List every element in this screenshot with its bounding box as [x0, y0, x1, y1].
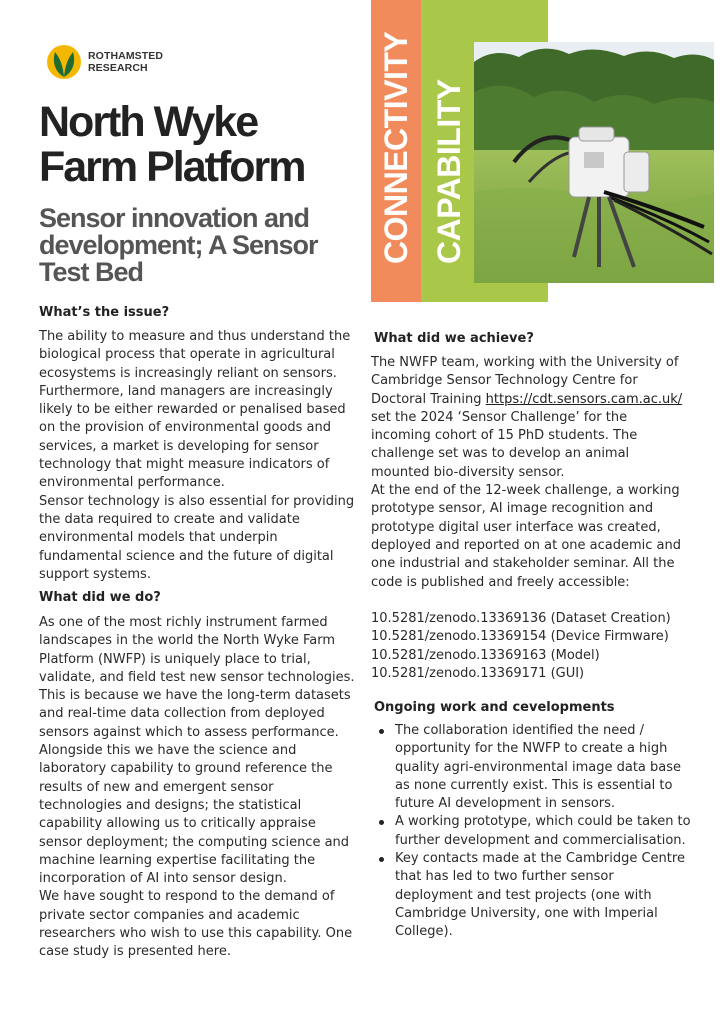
page-subtitle: Sensor innovation and development; A Sensor Test Bed — [39, 203, 318, 287]
achieve-para1-end: set the 2024 ‘Sensor Challenge’ for the incoming cohort of 15 PhD students. The challenge set was to develop an animal mounted bio-diversity sensor. — [371, 409, 638, 480]
title-line-2: Farm Platform — [39, 143, 305, 191]
logo-text — [88, 50, 163, 74]
did-paragraph-1: As one of the most richly instrument farmed landscapes in the world the North Wyke Farm Platform (NWFP) is uniquely place to trial, validate, and field test new sensor technologies. This is because we have the long-term datasets and real-time data collection from deployed sensors against which to assess performance. Alongside this we have the science and laboratory capability to ground reference the results of new and emergent sensor technologies and designs; the statistical capability allowing us to critically appraise sensor deployment; the computing science and machine learning expertise facilitating the incorporation of AI into sensor design. — [39, 615, 355, 887]
ongoing-list — [374, 722, 694, 942]
issue-paragraph-2: Sensor technology is also essential for providing the data required to create and validate environmental models that underpin fundamental science and the future of digital support systems. — [39, 493, 355, 582]
banner-word-capability: CAPABILITY — [431, 79, 467, 264]
title-line-1: North Wyke — [39, 98, 258, 146]
did-heading: What did we do? — [39, 590, 161, 605]
list-item: A working prototype, which could be taken to further development and commercialisation. — [374, 813, 694, 850]
achieve-text — [371, 354, 689, 592]
list-item: Key contacts made at the Cambridge Centre that has led to two further sensor deployment and test projects (one with Cambridge University, one with Imperial College). — [374, 850, 694, 941]
doi-dataset: 10.5281/zenodo.13369136 (Dataset Creation) — [371, 611, 671, 626]
logo-line-2: RESEARCH — [88, 62, 148, 74]
sensor-field-photo — [474, 42, 714, 283]
logo-line-1: ROTHAMSTED — [88, 50, 164, 62]
doi-model: 10.5281/zenodo.13369163 (Model) — [371, 647, 600, 663]
issue-text — [39, 328, 357, 584]
rothamsted-logo — [46, 44, 186, 82]
list-item: The collaboration identified the need / opportunity for the NWFP to create a high quality agri-environmental image data base as none currently exist. This is essential to future AI development in sensors. — [374, 722, 694, 813]
page-title — [39, 100, 369, 190]
issue-heading: What’s the issue? — [39, 305, 170, 320]
rothamsted-emblem-icon — [46, 44, 82, 80]
ongoing-heading: Ongoing work and cevelopments — [374, 700, 615, 715]
did-text — [39, 614, 357, 962]
doi-firmware: 10.5281/zenodo.13369154 (Device Firmware) — [371, 629, 669, 645]
doi-gui: 10.5281/zenodo.13369171 (GUI) — [371, 665, 585, 681]
achieve-paragraph-2: At the end of the 12-week challenge, a working prototype sensor, AI image recognition and prototype digital user interface was created, deployed and reported on at one academic and one industrial and stakeholder seminar. All the code is published and freely accessible: — [371, 483, 682, 590]
achieve-paragraph-1 — [371, 354, 689, 482]
achieve-para1-start: The NWFP team, working with the University of Cambridge Sensor Technology Centre for Doctoral Training — [371, 355, 679, 407]
cdt-sensors-link[interactable]: https://cdt.sensors.cam.ac.uk/ — [485, 391, 683, 407]
achieve-heading: What did we achieve? — [374, 331, 534, 346]
banner-word-connectivity: CONNECTIVITY — [378, 31, 414, 264]
did-paragraph-2: We have sought to respond to the demand of private sector companies and academic researchers who wish to use this capability. One case study is presented here. — [39, 889, 353, 960]
doi-list — [371, 610, 701, 683]
issue-paragraph-1: The ability to measure and thus understand the biological process that operate in agricultural ecosystems is increasingly reliant on sensors. Furthermore, land managers are increasingly likely to be either rewarded or penalised based on the provision of environmental goods and services, a market is developing for sensor technology that might measure indicators of environmental performance. — [39, 329, 351, 491]
